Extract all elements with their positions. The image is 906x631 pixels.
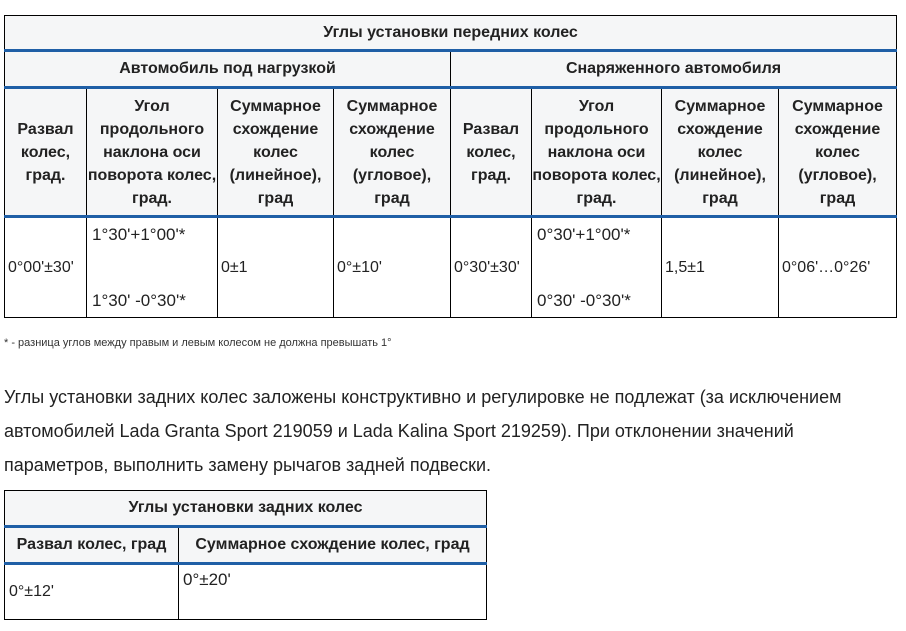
column-header: Развал колес, град — [5, 527, 179, 564]
curb-toe-linear-value: 1,5±1 — [662, 217, 779, 318]
curb-toe-angular-value: 0°06'…0°26' — [779, 217, 897, 318]
column-header: Развал колес, град. — [451, 88, 532, 217]
loaded-toe-linear-value: 0±1 — [218, 217, 334, 318]
loaded-caster-cell — [87, 217, 218, 318]
rear-table-title: Углы установки задних колес — [5, 491, 487, 527]
rear-camber-value: 0°±12' — [5, 564, 179, 620]
curb-caster-upper-value: 0°30'+1°00'* — [537, 224, 631, 244]
loaded-caster-upper-value: 1°30'+1°00'* — [92, 224, 186, 244]
rear-wheel-alignment-table — [4, 490, 487, 620]
loaded-camber-value: 0°00'±30' — [5, 217, 87, 318]
group-header-loaded: Автомобиль под нагрузкой — [5, 51, 451, 88]
curb-caster-lower-value: 0°30' -0°30'* — [537, 290, 631, 310]
curb-camber-value: 0°30'±30' — [451, 217, 532, 318]
column-header: Суммарное схождение колес (линейное), град — [662, 88, 779, 217]
front-table-title: Углы установки передних колес — [5, 16, 897, 51]
column-header: Угол продольного наклона оси поворота колес, град. — [87, 88, 218, 217]
footnote: * - разница углов между правым и левым колесом не должна превышать 1° — [4, 337, 392, 349]
column-header: Суммарное схождение колес (угловое), град — [779, 88, 897, 217]
group-header-curb: Снаряженного автомобиля — [451, 51, 897, 88]
column-header: Развал колес, град. — [5, 88, 87, 217]
column-header: Суммарное схождение колес (угловое), град — [334, 88, 451, 217]
column-header: Суммарное схождение колес (линейное), град — [218, 88, 334, 217]
column-header: Суммарное схождение колес, град — [179, 527, 487, 564]
loaded-caster-lower-value: 1°30' -0°30'* — [92, 290, 186, 310]
table-row — [5, 564, 487, 620]
column-header: Угол продольного наклона оси поворота колес, град. — [532, 88, 662, 217]
rear-toe-value: 0°±20' — [179, 564, 487, 620]
table-row — [5, 217, 897, 318]
rear-wheel-paragraph: Углы установки задних колес заложены конструктивно и регулировке не подлежат (за исключением автомобилей Lada Granta Sport 219059 и Lada Kalina Sport 219259). При отклонении значений параметров, выполнить замену рычагов задней подвески. — [4, 387, 842, 475]
loaded-toe-angular-value: 0°±10' — [334, 217, 451, 318]
curb-caster-cell — [532, 217, 662, 318]
front-wheel-alignment-table — [4, 15, 897, 318]
